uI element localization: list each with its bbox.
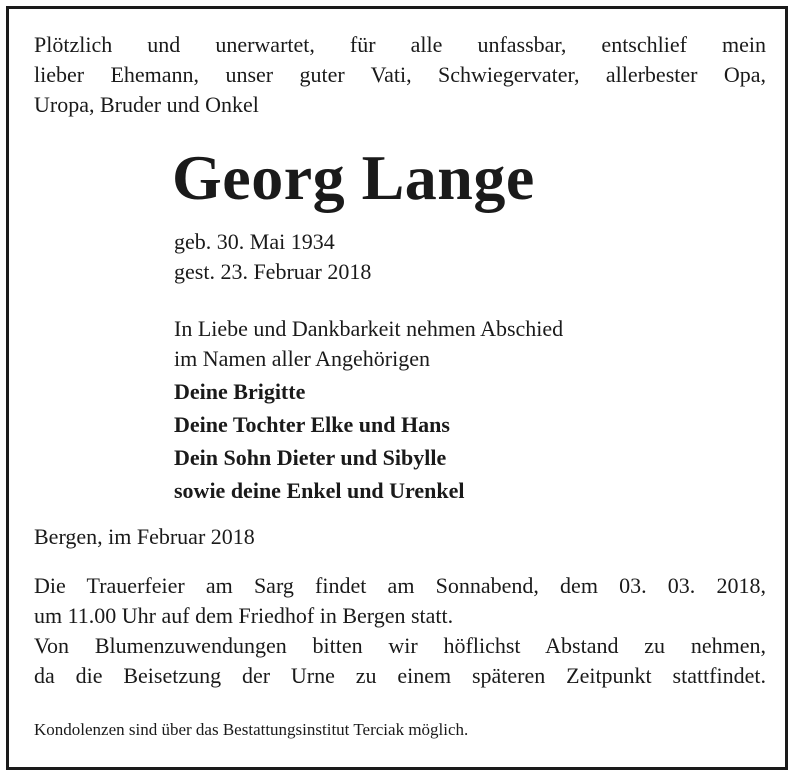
mourners-list	[174, 375, 465, 507]
death-date: gest. 23. Februar 2018	[174, 259, 372, 284]
condolence-note: Kondolenzen sind über das Bestattungsinstitut Terciak möglich.	[34, 720, 469, 739]
mourner: Dein Sohn Dieter und Sibylle	[174, 445, 447, 470]
ceremony-line: da die Beisetzung der Urne zu einem späteren Zeitpunkt stattfindet.	[34, 663, 766, 688]
ceremony-text	[34, 571, 766, 691]
intro-line: Plötzlich und unerwartet, für alle unfassbar, entschlief mein	[34, 32, 766, 57]
birth-date: geb. 30. Mai 1934	[174, 229, 335, 254]
mourner: Deine Tochter Elke und Hans	[174, 412, 450, 437]
ceremony-line: um 11.00 Uhr auf dem Friedhof in Bergen statt.	[34, 603, 454, 628]
mourning-text	[174, 314, 563, 374]
mourning-line: In Liebe und Dankbarkeit nehmen Abschied	[174, 316, 564, 341]
mourning-line: im Namen aller Angehörigen	[174, 346, 430, 371]
ceremony-line: Die Trauerfeier am Sarg findet am Sonnabend, dem 03. 03. 2018,	[34, 573, 766, 598]
place-date: Bergen, im Februar 2018	[34, 524, 255, 549]
intro-line: Uropa, Bruder und Onkel	[34, 92, 259, 117]
deceased-name: Georg Lange	[172, 142, 535, 213]
mourner: sowie deine Enkel und Urenkel	[174, 478, 465, 503]
intro-line: lieber Ehemann, unser guter Vati, Schwiegervater, allerbester Opa,	[34, 62, 766, 87]
ceremony-line: Von Blumenzuwendungen bitten wir höflichst Abstand zu nehmen,	[34, 633, 766, 658]
life-dates	[174, 227, 371, 287]
mourner: Deine Brigitte	[174, 379, 306, 404]
intro-text	[34, 30, 766, 120]
